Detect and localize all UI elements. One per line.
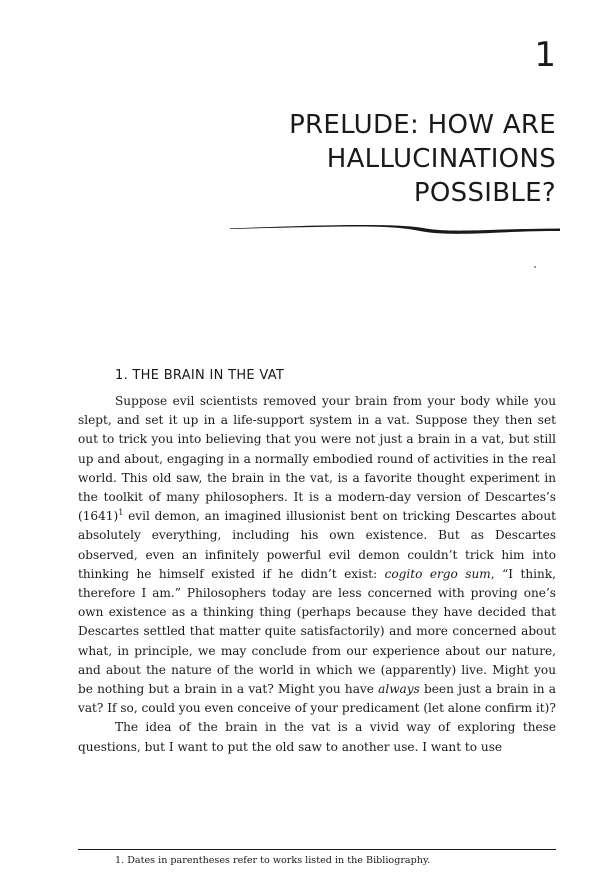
chapter-number: 1 [534,35,556,75]
print-speck [534,266,536,268]
footnote: 1. Dates in parentheses refer to works listed in the Bibliography. [115,855,431,866]
chapter-title-line: HALLUCINATIONS [326,144,556,174]
chapter-title-rule [230,222,560,236]
chapter-title-line: POSSIBLE? [413,178,556,208]
text-run: evil demon, an imagined illusionist bent on tricking Descartes about absolutely everything, including his own existence. But as Descartes observed, even an infinitely powerful evil demon couldn’t trick him into thinking he himself existed if he didn’t exist: [78,509,556,581]
chapter-title [196,108,556,210]
text-run: , “I think, therefore I am.” Philosophers today are less concerned with proving one’s own existence as a thinking thing (perhaps because they have decided that Descartes settled that matter quite satisfactorily) and more concerned about what, in principle, we may conclude from our experience about our nature, and about the nature of the world in which we (apparently) live. Might you be nothing but a brain in a vat? Might you have [78,566,556,697]
text-run: The idea of the brain in the vat is a vivid way of exploring these questions, but I want to put the old saw to another use. I want to use [78,720,556,754]
body-text [78,392,556,757]
text-run: Suppose evil scientists removed your brain from your body while you slept, and set it up in a life-support system in a vat. Suppose they then set out to trick you into believing that you were not just a brain in a vat, but still up and about, engaging in a normally embodied round of activities in the real world. This old saw, the brain in the vat, is a favorite thought experiment in the toolkit of many philosophers. It is a modern-day version of Descartes’s (1641) [78,394,556,524]
text-run: been just a brain in a vat? If so, could you even conceive of your predicament (let alone confirm it)? [78,682,556,716]
paragraph [78,718,556,756]
footnote-separator [78,849,556,850]
italic-phrase: cogito ergo sum [384,566,491,581]
footnote-reference: 1 [118,508,124,518]
paragraph [78,392,556,718]
chapter-title-line: PRELUDE: HOW ARE [289,110,556,140]
section-heading: 1. THE BRAIN IN THE VAT [115,368,285,383]
italic-word: always [378,682,420,697]
